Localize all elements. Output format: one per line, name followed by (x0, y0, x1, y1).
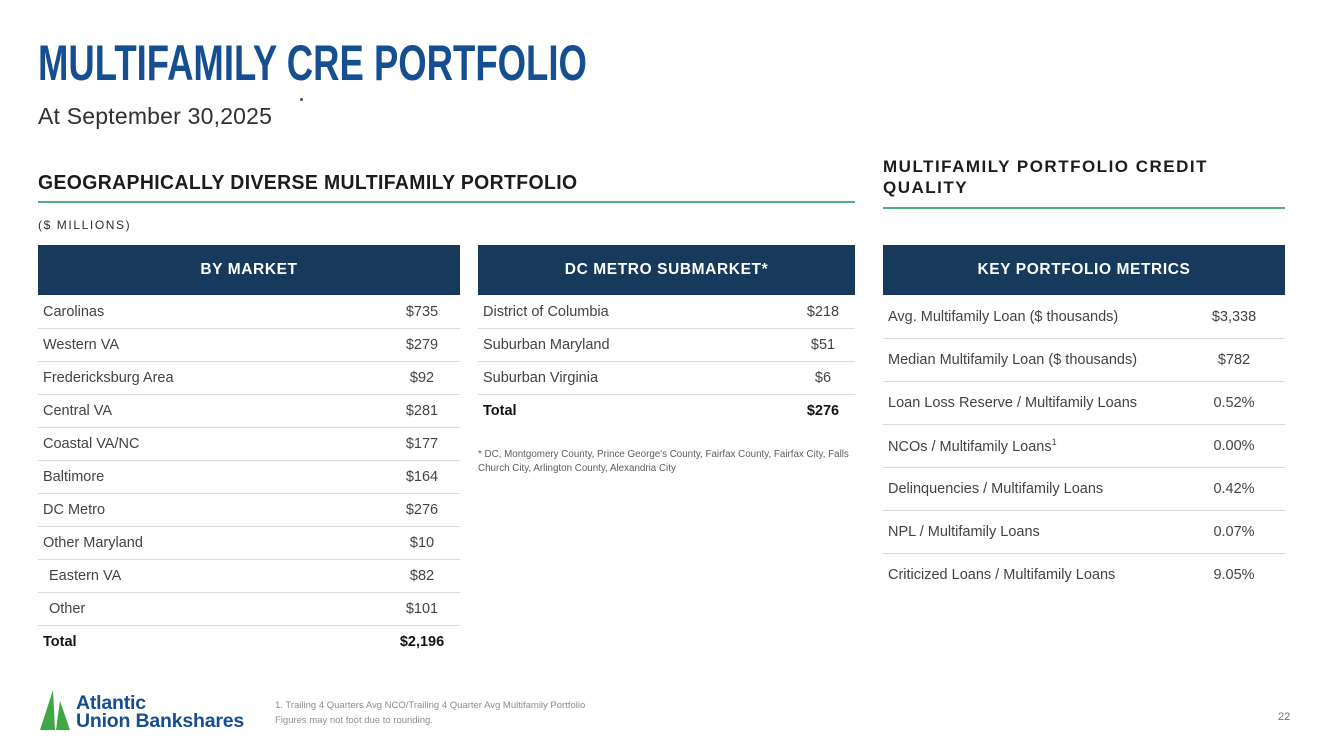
units-label: ($ MILLIONS) (38, 218, 132, 232)
left-section-heading: GEOGRAPHICALLY DIVERSE MULTIFAMILY PORTFOLIO (38, 172, 578, 194)
as-of-date: At September 30,2025 (38, 103, 273, 129)
row-label: Baltimore (43, 469, 105, 485)
row-value: $3,338 (1211, 308, 1257, 325)
dc-metro-table-header: DC METRO SUBMARKET* (478, 245, 855, 295)
table-row (38, 328, 460, 361)
table-row (883, 553, 1285, 596)
table-row (478, 328, 855, 361)
logo-line-1: Atlantic (76, 692, 146, 714)
logo-line-2: Union Bankshares (76, 710, 245, 732)
row-label: District of Columbia (483, 303, 609, 320)
dc-metro-table (478, 245, 855, 427)
row-value: 0.07% (1213, 524, 1255, 540)
stray-dot (300, 98, 303, 101)
row-value: $279 (405, 337, 439, 353)
row-value: $2,196 (399, 634, 445, 650)
row-value: 9.05% (1213, 567, 1255, 583)
row-value: $735 (405, 303, 439, 320)
row-value: 0.52% (1213, 395, 1255, 411)
row-label: Loan Loss Reserve / Multifamily Loans (888, 395, 1138, 411)
table-row (883, 381, 1285, 424)
slide-footnotes (275, 698, 585, 728)
row-value: $276 (806, 403, 840, 419)
row-label: Suburban Maryland (483, 337, 610, 353)
row-value: 0.42% (1213, 481, 1255, 497)
row-label: Delinquencies / Multifamily Loans (888, 481, 1104, 497)
row-label: Fredericksburg Area (43, 370, 174, 386)
row-label: Central VA (43, 403, 113, 419)
row-label: Criticized Loans / Multifamily Loans (888, 567, 1116, 583)
row-label: Coastal VA/NC (43, 436, 140, 452)
left-section-rule (38, 201, 855, 203)
logo-wordmark (76, 690, 244, 730)
row-label: Other (49, 601, 86, 617)
table-row (38, 592, 460, 625)
company-logo (40, 690, 244, 730)
table-row (883, 467, 1285, 510)
table-row (38, 526, 460, 559)
table-row (38, 295, 460, 328)
row-label: Total (43, 634, 77, 650)
dc-metro-footnote: * DC, Montgomery County, Prince George's County, Fairfax County, Fairfax City, Falls Church City, Arlington County, Alexandria City (478, 449, 849, 474)
table-row (38, 394, 460, 427)
table-row (38, 427, 460, 460)
by-market-table (38, 245, 460, 658)
row-value: $782 (1217, 352, 1251, 368)
row-label: NCOs / Multifamily Loans$^1$ (888, 437, 1057, 455)
row-value: $281 (405, 403, 439, 419)
row-value: $51 (810, 337, 836, 353)
table-row (478, 295, 855, 328)
table-row (38, 493, 460, 526)
table-row (478, 361, 855, 394)
row-label: Eastern VA (49, 568, 122, 584)
row-label: Other Maryland (43, 535, 143, 551)
footnote-2: Figures may not foot due to rounding. (275, 715, 433, 726)
table-row (883, 338, 1285, 381)
table-row (883, 510, 1285, 553)
right-section-rule (883, 207, 1285, 209)
row-label: Total (483, 403, 517, 419)
table-row (883, 295, 1285, 338)
row-value: $164 (405, 469, 439, 485)
table-row (38, 361, 460, 394)
row-value: $10 (409, 535, 435, 551)
row-value: $82 (409, 568, 435, 584)
by-market-table-header: BY MARKET (38, 245, 460, 295)
footnote-1: 1. Trailing 4 Quarters Avg NCO/Trailing 4 Quarter Avg Multifamily Portfolio (275, 700, 586, 711)
row-label: Avg. Multifamily Loan ($ thousands) (888, 308, 1119, 325)
table-row (38, 460, 460, 493)
row-label: NPL / Multifamily Loans (888, 524, 1040, 540)
row-value: $6 (814, 370, 832, 386)
row-value: $218 (806, 303, 840, 320)
table-row (38, 559, 460, 592)
key-metrics-table-body (883, 295, 1285, 596)
row-value: $92 (409, 370, 435, 386)
row-label: Western VA (43, 337, 120, 353)
row-label: Carolinas (43, 303, 105, 320)
right-section-heading: MULTIFAMILY PORTFOLIO CREDIT QUALITY (883, 157, 1209, 197)
key-metrics-table (883, 245, 1285, 596)
row-value: 0.00% (1213, 438, 1255, 454)
row-value: $177 (405, 436, 439, 452)
row-value: $276 (405, 502, 439, 518)
key-metrics-table-header: KEY PORTFOLIO METRICS (883, 245, 1285, 295)
logo-mountain-icon (40, 690, 71, 730)
dc-metro-table-body (478, 295, 855, 427)
table-total-row (38, 625, 460, 658)
page-title: MULTIFAMILY CRE PORTFOLIO (38, 35, 587, 91)
row-label: Suburban Virginia (483, 370, 599, 386)
row-label: Median Multifamily Loan ($ thousands) (888, 352, 1138, 368)
page-number: 22 (1278, 711, 1291, 723)
table-row (883, 424, 1285, 467)
table-total-row (478, 394, 855, 427)
row-label: DC Metro (43, 502, 106, 518)
by-market-table-body (38, 295, 460, 658)
row-value: $101 (405, 601, 439, 617)
